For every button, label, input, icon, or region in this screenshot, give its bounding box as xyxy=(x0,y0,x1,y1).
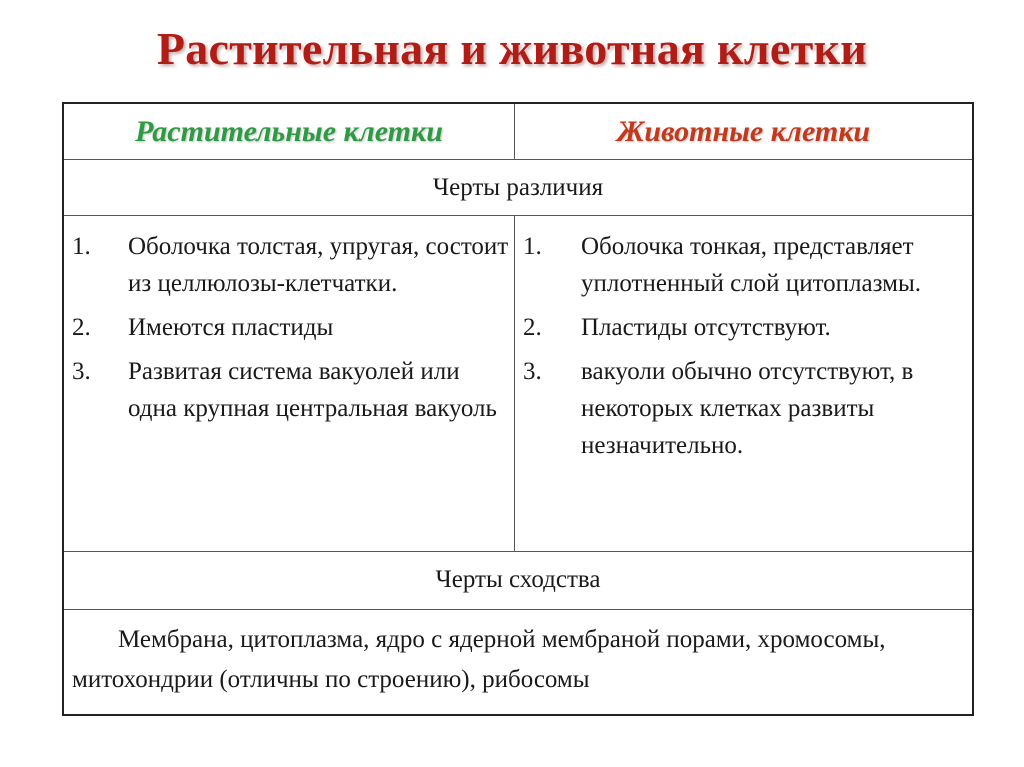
item-text: Оболочка тонкая, представляет уплотненный слой цитоплазмы. xyxy=(581,233,922,297)
similarities-row xyxy=(64,610,972,714)
animal-header-cell xyxy=(515,104,972,159)
list-item xyxy=(64,353,514,427)
list-item xyxy=(64,309,514,346)
list-item xyxy=(64,228,514,302)
animal-cells-heading: Животные клетки xyxy=(616,115,871,148)
list-item xyxy=(515,309,972,346)
comparison-table xyxy=(62,102,974,716)
plant-differences-list xyxy=(64,216,514,427)
item-number: 3. xyxy=(72,358,91,385)
item-number: 3. xyxy=(523,358,542,385)
similarities-label: Черты сходства xyxy=(435,566,601,593)
item-number: 1. xyxy=(72,233,91,260)
list-item xyxy=(515,353,972,464)
item-number: 2. xyxy=(523,314,542,341)
slide-title: Растительная и животная клетки xyxy=(156,23,868,74)
item-text: вакуоли обычно отсутствуют, в некоторых клетках развиты незначительно. xyxy=(581,358,914,459)
item-text: Оболочка толстая, упругая, состоит из целлюлозы-клетчатки. xyxy=(128,233,509,297)
item-number: 2. xyxy=(72,314,91,341)
differences-row xyxy=(64,216,972,552)
plant-header-cell xyxy=(64,104,515,159)
animal-differences-cell xyxy=(515,216,972,551)
similarities-text: Мембрана, цитоплазма, ядро с ядерной мембраной порами, хромосомы, митохондрии (отличны по строению), рибосомы xyxy=(72,626,886,693)
item-text: Развитая система вакуолей или одна крупная центральная вакуоль xyxy=(128,358,497,422)
animal-differences-list xyxy=(515,216,972,464)
list-item xyxy=(515,228,972,302)
item-number: 1. xyxy=(523,233,542,260)
plant-differences-cell xyxy=(64,216,515,551)
item-text: Пластиды отсутствуют. xyxy=(581,314,831,341)
item-text: Имеются пластиды xyxy=(128,314,334,341)
plant-cells-heading: Растительные клетки xyxy=(135,115,443,148)
table-header-row xyxy=(64,104,972,160)
similarities-header-row xyxy=(64,552,972,610)
differences-header-row xyxy=(64,160,972,216)
differences-label: Черты различия xyxy=(432,174,604,201)
